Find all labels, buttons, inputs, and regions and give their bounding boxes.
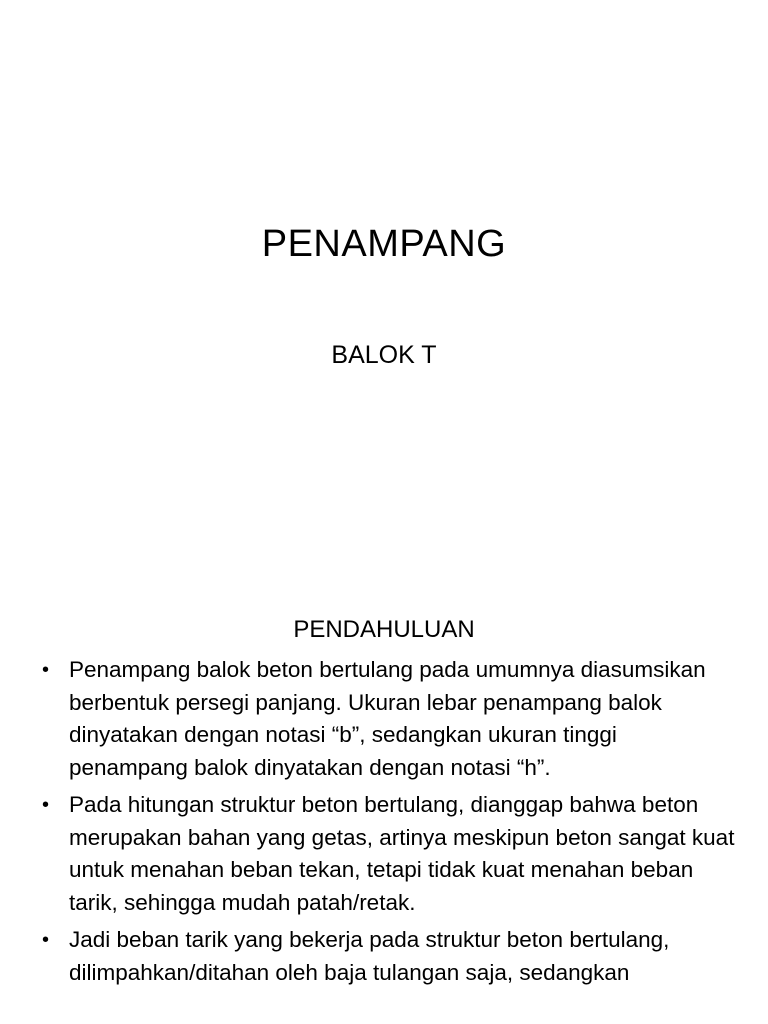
bullet-list (38, 654, 738, 994)
bullet-text: Jadi beban tarik yang bekerja pada struktur beton bertulang, dilimpahkan/ditahan oleh baja tulangan saja, sedangkan (69, 927, 670, 985)
bullet-text: Pada hitungan struktur beton bertulang, dianggap bahwa beton merupakan bahan yang getas, artinya meskipun beton sangat kuat untuk menahan beban tekan, tetapi tidak kuat menahan beban tarik, sehingga mudah patah/retak. (69, 792, 735, 915)
bullet-item-2 (38, 789, 738, 919)
bullet-item-3 (38, 924, 738, 989)
slide-title: PENAMPANG (261, 223, 507, 265)
bullet-icon: • (42, 659, 50, 681)
section-heading: PENDAHULUAN (293, 616, 475, 643)
bullet-item-1 (38, 654, 738, 784)
slide-subtitle: BALOK T (331, 341, 437, 369)
bullet-icon: • (42, 929, 50, 951)
bullet-icon: • (42, 794, 50, 816)
content-slide (0, 576, 768, 1024)
bullet-text: Penampang balok beton bertulang pada umumnya diasumsikan berbentuk persegi panjang. Ukuran lebar penampang balok dinyatakan dengan notasi “b”, sedangkan ukuran tinggi penampang balok dinyatakan dengan notasi “h”. (69, 657, 706, 780)
